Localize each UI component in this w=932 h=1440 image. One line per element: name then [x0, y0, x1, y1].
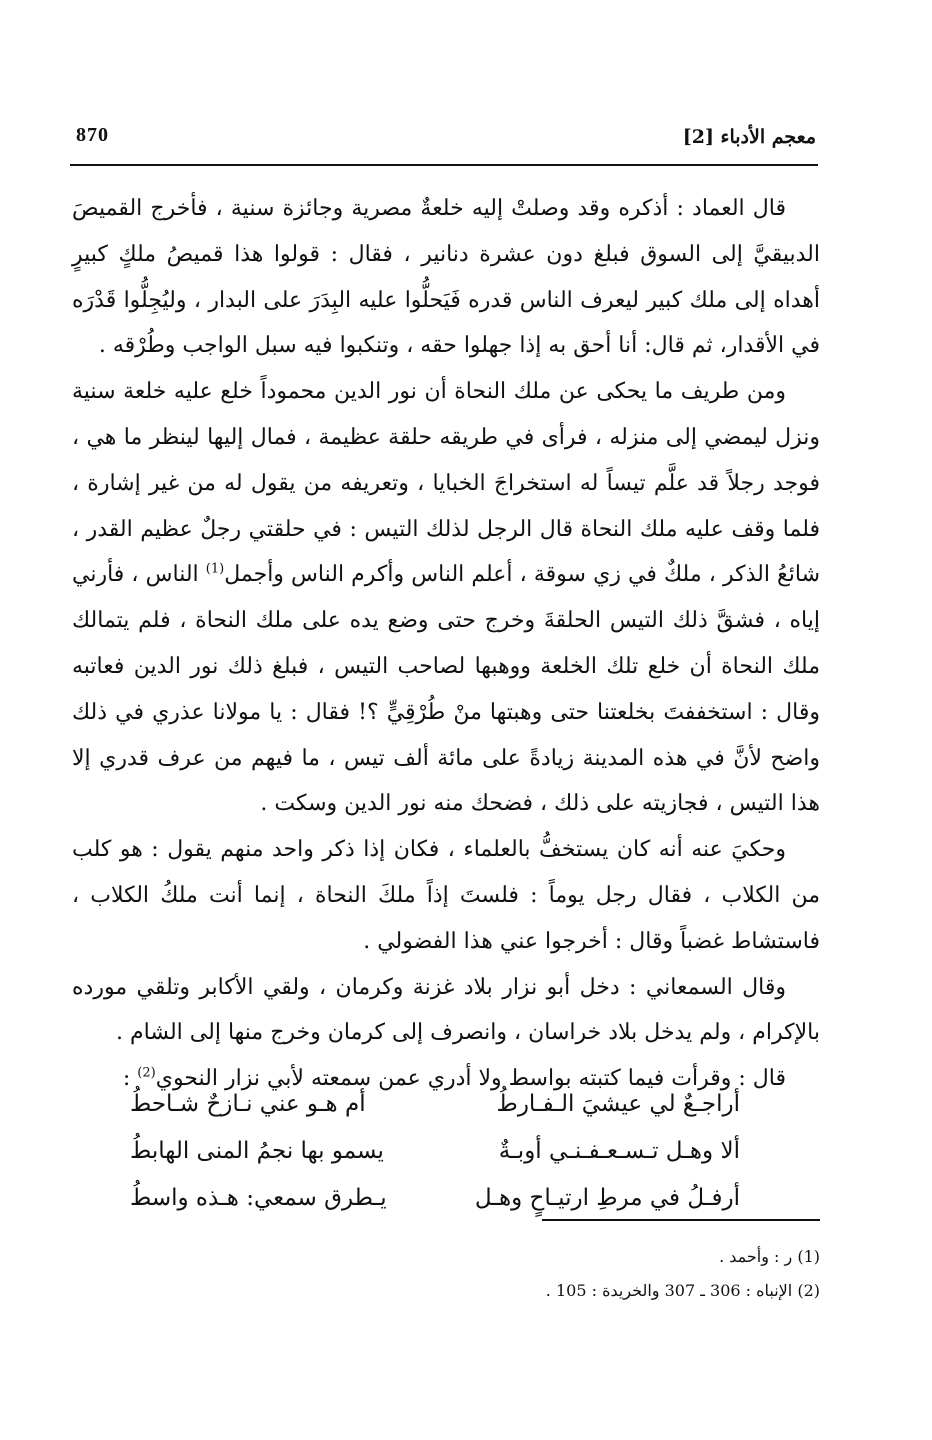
verse-first-hemistich: أراجـعٌ لي عيشيَ الـفـارطُ — [496, 1090, 740, 1117]
paragraph-malik-alnuhat-goat — [72, 369, 820, 827]
paragraph-scholars-dogs: وحكيَ عنه أنه كان يستخفُّ بالعلماء ، فكان إذا ذكر واحد منهم يقول : هو كلب من الكلاب ، فقال رجل يوماً : فلستَ إذاً ملكَ النحاة ، إنما أنت ملكُ الكلاب ، فاستشاط غضباً وقال : أخرجوا عني هذا الفضولي . — [72, 837, 820, 954]
paragraph-text: ومن طريف ما يحكى عن ملك النحاة أن نور الدين محموداً خلع عليه خلعة سنية ونزل ليمضي إلى منزله ، فرأى في طريقه حلقة عظيمة ، فمال إليها لينظر ما هي ، فوجد رجلاً قد علَّم تيساً له استخراجَ الخبايا ، وتعريفه من يقول له من غير إشارة ، فلما وقف عليه ملك النحاة قال الرجل لذلك التيس : في حلقتي رجلٌ عظيم القدر ، شائعُ الذكر ، ملكٌ في زي سوقة ، أعلم الناس وأكرم الناس وأجمل — [72, 379, 821, 588]
paragraph-text: : — [122, 1066, 138, 1092]
poem-verse — [130, 1127, 740, 1174]
verse-second-hemistich: يسمو بها نجمُ المنى الهابطُ — [130, 1137, 384, 1164]
paragraph-samani: وقال السمعاني : دخل أبو نزار بلاد غزنة وكرمان ، ولقي الأكابر وتلقي مورده بالإكرام ، ولم يدخل بلاد خراسان ، وانصرف إلى كرمان وخرج منها إلى الشام . — [72, 974, 820, 1046]
poem-verse — [130, 1080, 740, 1127]
poem — [130, 1080, 740, 1221]
paragraph-imad-quote: قال العماد : أذكره وقد وصلتْ إليه خلعةٌ مصرية وجائزة سنية ، فأخرج القميصَ الدبيقيَّ إلى السوق فبلغ دون عشرة دنانير ، فقال : قولوا هذا قميصُ ملكٍ كبيرٍ أهداه إلى ملك كبير ليعرف الناس قدره فَيَحلُّوا عليه البِدَرَ على البدار ، وليُجِلُّوا قَدْرَه في الأقدار، ثم قال: أنا أحق به إذا جهلوا حقه ، وتنكبوا فيه سبل الواجب وطُرْقه . — [72, 196, 820, 359]
footnote-rule — [542, 1219, 820, 1221]
footnote-2: (2) الإنباه : 306 ـ 307 والخريدة : 105 . — [545, 1281, 820, 1300]
header-rule — [70, 164, 818, 166]
footnote-ref: (2) — [137, 1065, 156, 1081]
verse-first-hemistich: أرفـلُ في مرطِ ارتيـاحٍ وهـل — [474, 1184, 740, 1211]
main-text — [72, 186, 820, 1102]
page-number: 870 — [76, 124, 109, 146]
footnote-1: (1) ر : وأحمد . — [719, 1247, 820, 1266]
footnotes — [300, 1240, 820, 1308]
paragraph-text: الناس ، فأرني إياه ، فشقَّ ذلك التيس الحلقةَ وخرج حتى وضع يده على ملك النحاة ، فلم يتمالك ملك النحاة أن خلع تلك الخلعة ووهبها لصاحب التيس ، فبلغ ذلك نور الدين فعاتبه وقال : استخففتَ بخلعتنا حتى وهبتها منْ طُرْقِيٍّ ؟! فقال : يا مولانا عذري في ذلك واضح لأنَّ في هذه المدينة زيادةً على مائة ألف تيس ، ما فيهم من عرف قدري إلا هذا التيس ، فجازيته على ذلك ، فضحك منه نور الدين وسكت . — [72, 562, 820, 817]
verse-first-hemistich: ألا وهـل تـسـعـفـنـي أوبـةٌ — [498, 1137, 740, 1164]
running-header-title: معجم الأدباء [2] — [682, 126, 816, 148]
poem-verse — [130, 1174, 740, 1221]
verse-second-hemistich: أم هـو عني نـازحٌ شـاحطُ — [130, 1090, 366, 1117]
paragraph-text: قال : وقرأت فيما كتبته بواسط ولا أدري عمن سمعته لأبي نزار النحوي — [155, 1066, 786, 1092]
verse-second-hemistich: يـطرق سمعي: هـذه واسطُ — [130, 1184, 387, 1211]
footnote-ref: (1) — [205, 562, 225, 578]
